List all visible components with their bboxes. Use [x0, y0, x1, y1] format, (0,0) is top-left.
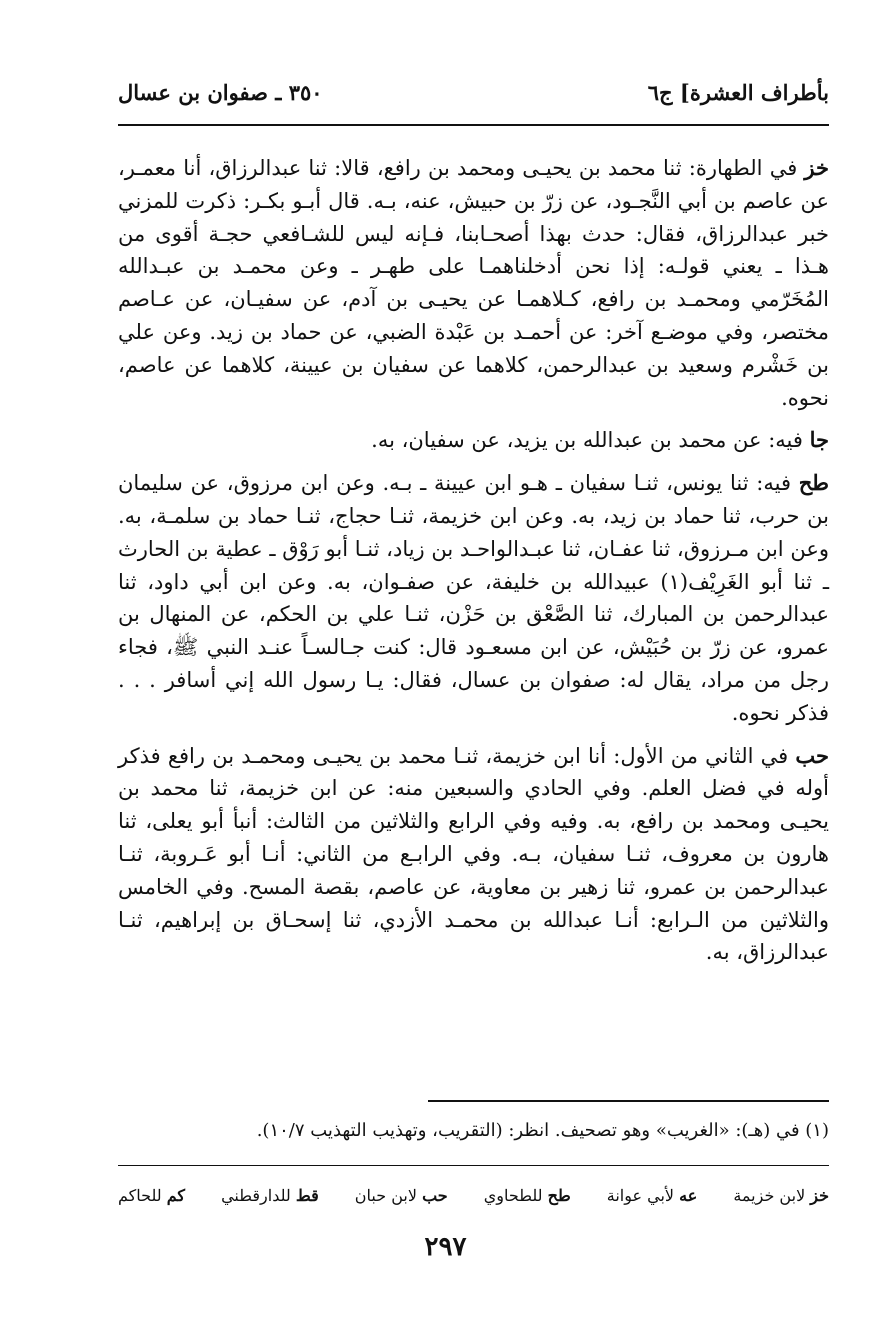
footnote: (١) في (هـ): «الغريب» وهو تصحيف. انظر: (التقريب، وتهذيب التهذيب ١٠/٧). — [256, 1120, 829, 1141]
paragraph-ja — [118, 424, 829, 457]
page-number: ٢٩٧ — [424, 1232, 467, 1262]
sigla-key — [118, 1184, 829, 1208]
sigla-rule — [118, 1165, 829, 1166]
header-rule — [118, 124, 829, 126]
running-head — [118, 72, 829, 112]
paragraph-text: فيه: ثنا يونس، ثنـا سفيان ـ هـو ابن عيينة ـ بـه. وعن ابن مرزوق، عن سليمان بن حرب، ثنا حماد بن زيد، به. وعن ابن خزيمة، ثنـا حجاج، ثنـا حماد بن سلمـة، به. وعن ابن مـرزوق، ثنا عفـان، ثنا عبـدالواحـد بن زياد، ثنـا أبو رَوْق ـ عطية بن الحارث ـ ثنا أبو الغَرِيْف(١) عبيدالله بن خليفة، عن صفـوان، به. وعن ابن أبي داود، ثنا عبدالرحمن بن المبارك، ثنا الصَّعْق بن حَزْن، ثنـا علي بن الحكم، عن المنهال بن عمرو، عن زرّ بن حُبَيْش، عن ابن مسعـود قال: كنت جـالسـاً عنـد النبي ﷺ، فجاء رجل من مراد، يقال له: صفوان بن عسال، فقال: يـا رسول الله إني أسافر . . . فذكر نحوه. — [118, 471, 829, 725]
paragraph-text: فيه: عن محمد بن عبدالله بن يزيد، عن سفيان، به. — [371, 428, 810, 453]
siglum: طح — [798, 470, 829, 496]
siglum: خز — [804, 155, 829, 180]
paragraph-ibn-khuzayma — [118, 152, 829, 414]
footnote-rule — [428, 1100, 829, 1102]
siglum: جا — [809, 427, 829, 453]
sigla-entry: حب لابن حبان — [354, 1186, 448, 1205]
section-title: ٣٥٠ ـ صفوان بن عسال — [118, 79, 323, 105]
sigla-entry: عه لأبي عوانة — [606, 1186, 698, 1205]
sigla-entry: قط للدارقطني — [221, 1186, 319, 1205]
book-title: بأطراف العشرة] ج٦ — [647, 79, 829, 105]
siglum: حب — [795, 742, 829, 768]
paragraph-text: في الطهارة: ثنا محمد بن يحيـى ومحمد بن رافع، قالا: ثنا عبدالرزاق، أنا معمـر، عن عاصم بن أبي النَّجـود، عن زرّ بن حبيش، عنه، بـه. قال أبـو بكـر: ذكرت للمزني خبر عبدالرزاق، فقال: حدث بهذا أصحـابنا، فـإنه ليس للشـافعي حجـة أقوى من هـذا ـ يعني قولـه: إذا نحن أدخلناهمـا على طهـر ـ وعن محمـد بن عبـدالله المُخَرّمي ومحمـد بن رافع، كـلاهمـا عن يحيـى بن آدم، عن سفيـان، عن عـاصم مختصر، وفي موضـع آخر: عن أحمـد بن عَبْدة الضبي، عن حماد بن زيد. وعن علي بن خَشْرم وسعيد بن عبدالرحمن، كلاهما عن سفيان بن عيينة، كلاهما عن عاصم، نحوه. — [118, 156, 829, 410]
sigla-entry: كم للحاكم — [118, 1186, 186, 1205]
paragraph-ibn-hibban — [118, 740, 829, 970]
main-text — [118, 152, 829, 979]
paragraph-text: في الثاني من الأول: أنا ابن خزيمة، ثنـا محمد بن يحيـى ومحمـد بن رافع فذكر أوله في فضل العلم. وفي الحادي والسبعين منه: عن ابن خزيمة، ثنا محمد بن يحيـى ومحمد بن رافع، به. وفيه وفي الرابع والثلاثين من الثالث: أنبأ أبو يعلى، ثنا هارون بن معروف، ثنـا سفيان، بـه. وفي الرابـع من الثاني: أنـا أبو عَـروبة، ثنـا عبدالرحمن بن عمرو، ثنا زهير بن معاوية، عن عاصم، بقصة المسح. وفي الخامس والثلاثين من الـرابع: أنـا عبدالله بن محمـد الأزدي، ثنا إسحـاق بن إبراهيم، ثنـا عبدالرزاق، به. — [118, 743, 829, 965]
paragraph-tahawi — [118, 467, 829, 729]
sigla-entry: خز لابن خزيمة — [733, 1186, 829, 1205]
sigla-entry: طح للطحاوي — [483, 1186, 571, 1205]
